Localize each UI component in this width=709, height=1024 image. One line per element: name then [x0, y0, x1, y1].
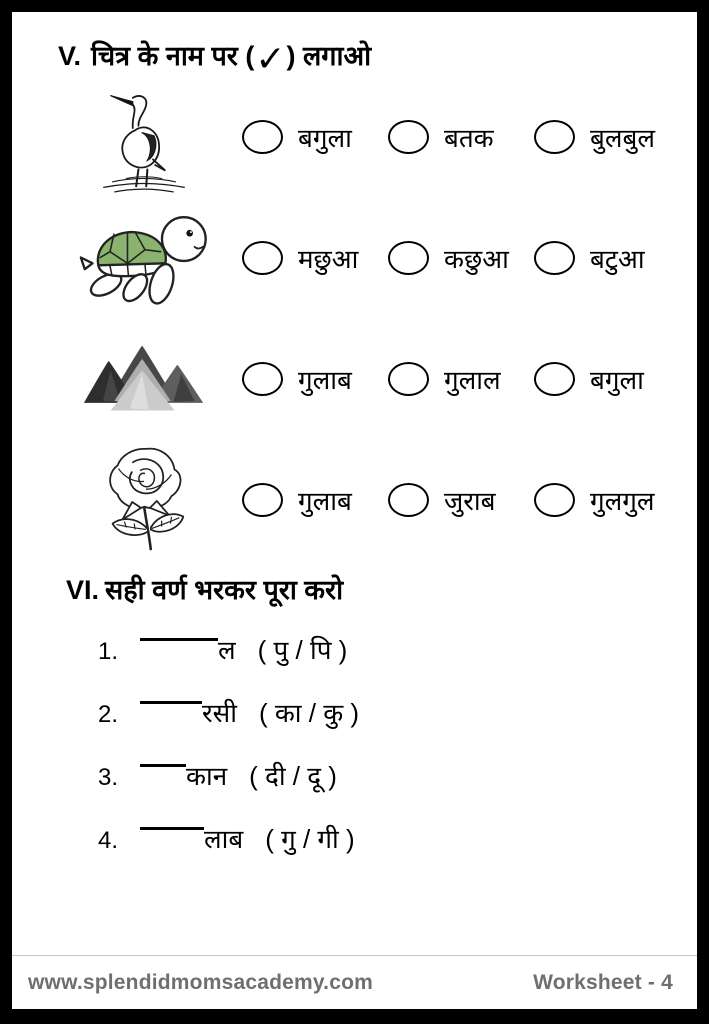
fill-item-2 — [98, 696, 679, 732]
item-number: 2. — [98, 700, 119, 728]
item-number: 3. — [98, 763, 119, 791]
section-vi-number: VI. — [66, 575, 100, 606]
answer-oval[interactable] — [388, 362, 429, 396]
footer-worksheet-label: Worksheet - 4 — [533, 971, 673, 994]
option-r1-c3 — [534, 119, 655, 155]
options-row-4 — [242, 482, 679, 518]
match-row-gulal — [46, 318, 679, 439]
option-label: कछुआ — [444, 243, 509, 274]
page-footer — [12, 955, 697, 1009]
answer-oval[interactable] — [388, 241, 429, 275]
fill-item-4 — [98, 822, 679, 858]
turtle-image-cell — [46, 207, 242, 309]
match-row-turtle — [46, 197, 679, 318]
gulal-image-cell — [46, 341, 242, 417]
option-r1-c2 — [388, 119, 534, 155]
item-choices: ( गु / गी ) — [265, 823, 355, 854]
fill-blank[interactable] — [140, 827, 204, 830]
answer-oval[interactable] — [242, 362, 283, 396]
section-v-number: V. — [58, 41, 82, 71]
option-r1-c1 — [242, 119, 388, 155]
item-number: 1. — [98, 637, 119, 665]
section-v-title-post: ) लगाओ — [286, 41, 372, 71]
fill-blank[interactable] — [140, 638, 218, 641]
answer-oval[interactable] — [242, 241, 283, 275]
option-r3-c1 — [242, 361, 388, 397]
options-row-1 — [242, 119, 679, 155]
answer-oval[interactable] — [534, 241, 575, 275]
option-label: बुलबुल — [590, 122, 655, 153]
gulal-powder-piles-image — [82, 341, 206, 417]
option-r3-c2 — [388, 361, 534, 397]
answer-oval[interactable] — [534, 483, 575, 517]
match-row-rose — [46, 439, 679, 560]
option-r4-c3 — [534, 482, 655, 518]
option-label: गुलगुल — [590, 485, 655, 516]
fill-item-1 — [98, 633, 679, 669]
item-word: ल — [218, 634, 236, 665]
match-row-heron — [46, 76, 679, 197]
item-number: 4. — [98, 826, 119, 854]
item-word: कान — [186, 760, 228, 791]
item-word: लाब — [204, 823, 244, 854]
section-v-heading: V. चित्र के नाम पर ( ✓ ) लगाओ — [58, 38, 372, 80]
option-label: जुराब — [444, 485, 496, 516]
footer-website: www.splendidmomsacademy.com — [28, 971, 373, 994]
worksheet-content — [12, 12, 697, 955]
section-vi-heading — [66, 574, 679, 606]
fill-blank[interactable] — [140, 764, 186, 767]
fill-in-list — [98, 633, 679, 885]
option-r2-c3 — [534, 240, 645, 276]
option-r2-c2 — [388, 240, 534, 276]
option-r3-c3 — [534, 361, 644, 397]
answer-oval[interactable] — [388, 120, 429, 154]
heron-image-cell — [46, 81, 242, 193]
option-label: मछुआ — [298, 243, 359, 274]
item-word: रसी — [202, 697, 237, 728]
answer-oval[interactable] — [242, 120, 283, 154]
option-label: बगुला — [590, 364, 644, 395]
section-vi-title: सही वर्ण भरकर पूरा करो — [105, 575, 344, 606]
option-label: बटुआ — [590, 243, 645, 274]
item-choices: ( दी / दू ) — [249, 760, 337, 791]
option-label: गुलाब — [298, 364, 352, 395]
answer-oval[interactable] — [388, 483, 429, 517]
sea-turtle-image — [71, 207, 217, 309]
answer-oval[interactable] — [534, 120, 575, 154]
option-r2-c1 — [242, 240, 388, 276]
answer-oval[interactable] — [534, 362, 575, 396]
rose-flower-image — [92, 445, 196, 555]
item-choices: ( पु / पि ) — [257, 634, 348, 665]
answer-oval[interactable] — [242, 483, 283, 517]
heron-in-water-image — [85, 81, 203, 193]
section-v-title-pre: चित्र के नाम पर ( — [91, 41, 255, 71]
option-r4-c1 — [242, 482, 388, 518]
rose-image-cell — [46, 445, 242, 555]
fill-blank[interactable] — [140, 701, 202, 704]
fill-item-3 — [98, 759, 679, 795]
option-r4-c2 — [388, 482, 534, 518]
options-row-2 — [242, 240, 679, 276]
item-choices: ( का / कु ) — [258, 697, 360, 728]
option-label: बतक — [444, 122, 494, 153]
option-label: गुलाल — [444, 364, 501, 395]
options-row-3 — [242, 361, 679, 397]
option-label: बगुला — [298, 122, 352, 153]
option-label: गुलाब — [298, 485, 352, 516]
